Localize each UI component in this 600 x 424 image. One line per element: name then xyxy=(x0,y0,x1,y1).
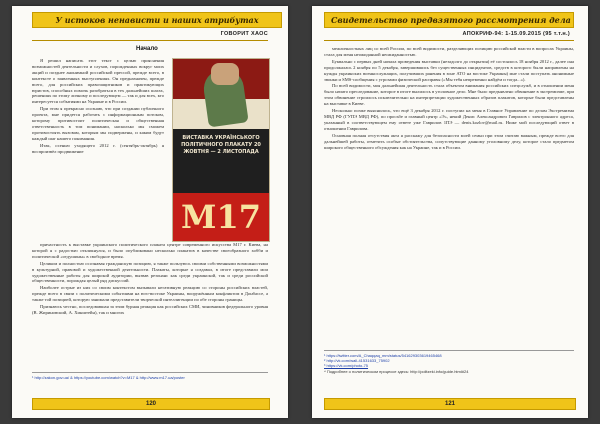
paragraph: Признаюсь честно, последовавшая за этим бурная реакция как российских СМИ, чиновников федерального уровня (В. Жириновский, А. Хинштейн), так и многих xyxy=(32,304,268,315)
left-banner: У истоков ненависти и наших атрибутах xyxy=(32,12,282,28)
paragraph: По всей видимости, моя дальнейшая деятельность стала объектом внимания российских спецслужб, и в отношении меня было начато преследование, которое в итоге вылилось в уголовное дело. Мне было предъявлено обвинение в экстремизме, при этом обвинение строилось исключительно на интерпретации художественных образов плакатов, которые были представлены на выставке в Киеве. xyxy=(324,83,574,107)
left-page-number: 120 xyxy=(32,398,270,410)
right-body-text xyxy=(324,46,574,346)
left-subhead: ГОВОРИТ ХАОС xyxy=(220,31,268,37)
paragraph: Несколько позже выяснилось, что ещё 3 декабря 2012 г. поступил на меня в Главное Управление по делам Экстремизма МВД РФ (ГУПЭ МВД РФ), по просьбе и главный центр «Э», некий Денис Александрович Гаврилов с электронного адреса, указанный в соответствующем ему ответе уже Гаврилов 1ПЭ — denis.kozlov@mail.ru. Ниже мой последующий ответ в отношении Гаврилова. xyxy=(324,108,574,131)
paragraph: причастность к выставке украинского политического плаката центре современного искусства М17 г. Киева, на которой я с радостью откликнулся, и было опубликовано несколько плакатов в качестве своеобразного хобби и политической «отдушины» в свободное время. xyxy=(32,242,268,259)
paragraph: Буквально с первых дней начала проведения выставки (незадолго до открытия) её состоялось 18 ноября 2012 г., далее она продолжалась 2 ноября по 5 декабря, завершившись без существенных инцидентов, средств в которого были направлены на нужды украинских военнослужащих, получивших ранения в зоне АТО на востоке Украины) мне стали поступать анонимные звонки и SMS-сообщения с угрозами физической расправы («Мы тебя непременно найдём и тогда...»). xyxy=(324,58,574,82)
paragraph: Основная полная отсутствия акта я расскажу для безопасности моей семьи при этом считаю важным, прежде всего для дальнейшей работы, отметить особые обстоятельства, сопутствующие данному уголовному делу, которое стало предметом широкого общественного обсуждения как на Украине, так и в России. xyxy=(324,132,574,150)
left-page xyxy=(12,6,288,418)
poster-fist xyxy=(211,63,239,85)
paragraph: Наиболее острые из них со своим контекстом вызывали негативную реакцию со стороны российских властей, прежде всего в связи с политическими событиями на юго-востоке Украины, вооружённым конфликтом в Донбассе, а также той позицией, которую занимали представители творческой интеллигенции по обе стороны границы. xyxy=(32,285,268,303)
footnote-link[interactable]: ¹ http://zakon.gov.ua/ & https://youtube.com/watch?v=M17 & http://www.m17.ua/poster xyxy=(32,375,185,380)
footnote-link[interactable]: ¹ https://twitter.com/A_Chaqqaq_mm/status/541629303619465468 xyxy=(324,353,442,358)
exhibition-poster xyxy=(172,58,270,242)
right-subhead: АПОКРИФ-94: 1-15.09.2015 (95 т.т.н.) xyxy=(462,31,570,37)
paragraph: При этом я прекрасно осознаю, что при создании публичного проекта, мне придется работать с информационным потоком, которому противостоит политическая и общественная ответственность в том понимании, насколько мы сможем противостоять вызовам, которым мы подвержены, и каким будут каждый шаг нашего понимания. xyxy=(32,106,164,141)
paragraph: Целиком и полностью осознавая гражданскую позицию, я также пользуюсь своими собственными возможностями в культурной, правовой и художественной деятельности. Плакаты, которые я создавал, в итоге представили мои художественные работы для широкой аудитории, вызвав резонанс как среди украинской, так и среди российской общественности, порождая целый ряд дискуссий. xyxy=(32,260,268,284)
right-divider xyxy=(324,40,574,41)
paragraph: Итак, осенью уходящего 2012 г. (сентябрь-октябрь) я воспроизвёл продвижение xyxy=(32,142,164,154)
right-page xyxy=(312,6,588,418)
right-footnotes xyxy=(324,350,574,374)
right-page-number: 121 xyxy=(324,398,576,410)
poster-logo: M17 xyxy=(181,198,261,236)
right-banner: Свидетельство предвзятого рассмотрения дела xyxy=(324,12,574,28)
paragraph: Я решил написать этот текст с целью прояснения возможностей деятельности и слухов, порожденных вокруг моих акций и позднее анонимной российской прессой, прежде всего, в контексте о заявленных выступлениях. Он предназначен, прежде всего, для российских правозащитников и практикующих юристов, способных помочь разобраться в тех дальнейших шагах, решениях по этому личному и последующем — так и для всех, кто интересуется событиями на Украине и в России. xyxy=(32,58,164,105)
section-title: Начало xyxy=(136,46,158,52)
poster-caption: ВИСТАВКА УКРАЇНСЬКОГО ПОЛІТИЧНОГО ПЛАКАТУ 20 ЖОВТНЯ — 2 ЛИСТОПАДА xyxy=(181,135,261,155)
footnote-link[interactable]: ² http://vk.com/wall-41531633_75902 xyxy=(324,358,390,364)
paragraph: межличностных лиц со всей России, по всей видимости, разделяющих позицию российской власти в вопросах Украины, стала для меня неожиданной неожиданностью. xyxy=(324,46,574,57)
left-divider xyxy=(32,40,268,41)
left-column-text xyxy=(32,58,164,240)
footnote-text: ⁴ Подробнее о политическом процессе здесь: http://politzeki.info/guide.html#24 xyxy=(324,368,469,374)
left-footnotes xyxy=(32,372,268,380)
footnote-link[interactable]: ³ https://vk.com/photo-75 xyxy=(324,363,369,369)
left-body-text xyxy=(32,242,268,368)
